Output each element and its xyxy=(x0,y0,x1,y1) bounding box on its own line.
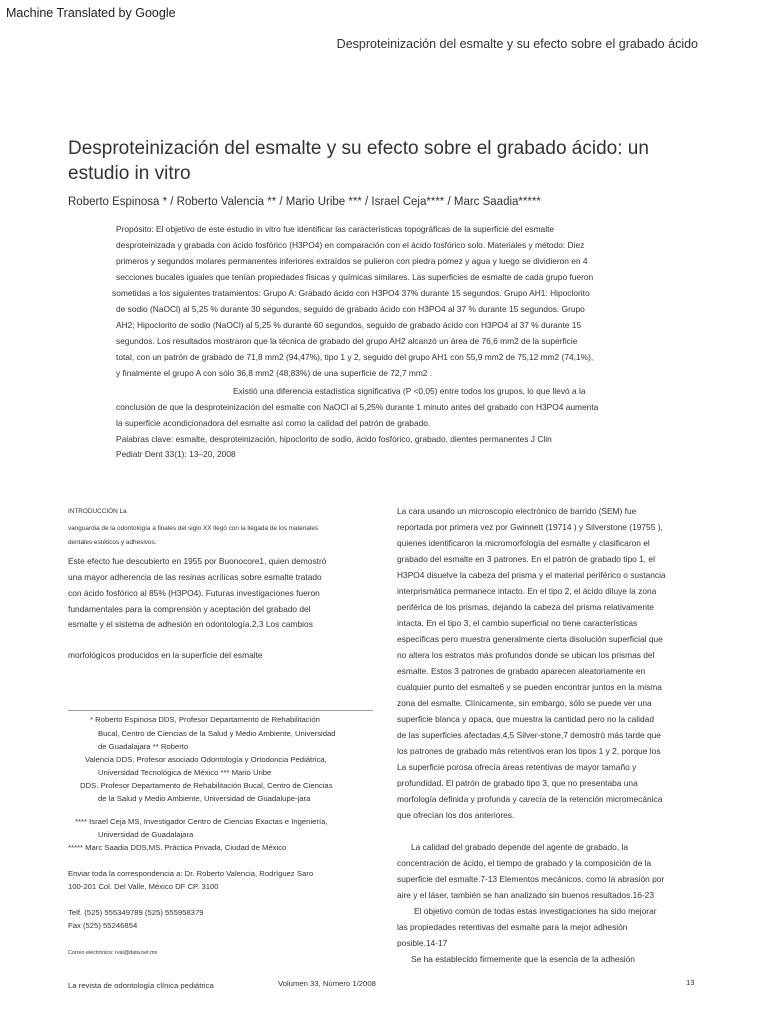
email-line: Correo electrónico: rval@data.net.mx xyxy=(68,950,158,956)
footnote-line: Universidad de Guadalajara xyxy=(98,830,194,839)
body-line: grabado del esmalte en 3 patrones. En el patrón de grabado tipo 1, el xyxy=(397,554,655,564)
body-line: superficie del esmalte.7-13 Elementos mecánicos, como la abrasión por xyxy=(397,874,665,884)
body-line: los patrones de grabado más retentivos eran los tipos 1 y 2, porque los xyxy=(397,746,661,756)
abstract-line: conclusión de que la desproteinización del esmalte con NaOCl al 5,25% durante 1 minuto antes del grabado con H3PO4 aumenta xyxy=(116,402,599,412)
footnote-line: Bucal, Centro de Ciencias de la Salud y Medio Ambiente, Universidad xyxy=(98,729,336,738)
body-line: cualquier punto del esmalte6 y se pueden encontrar juntos en la misma xyxy=(397,682,662,692)
abstract-line: Existió una diferencia estadística significativa (P <0,05) entre todos los grupos, lo que llevó a la xyxy=(233,386,586,396)
footnote-divider xyxy=(68,710,373,711)
fax-line: Fax (525) 55246854 xyxy=(68,921,138,930)
footnote-line: Valencia DDS. Profesor asociado Odontología y Ortodoncia Pediátrica, xyxy=(85,755,327,764)
body-line: La superficie porosa ofrecía áreas retentivas de mayor tamaño y xyxy=(397,762,637,772)
phone-line: Telf. (525) 555349789 (525) 555958379 xyxy=(68,908,204,917)
body-line: no altera los estratos más profundos donde se ubican los prismas del xyxy=(397,650,655,660)
body-line: las propiedades retentivas del esmalte para la mejor adhesión xyxy=(397,922,628,932)
body-line: concentración de ácido, el tiempo de grabado y la composición de la xyxy=(397,858,652,868)
body-line: morfología definida y profunda y carecía de la retención micromecánica xyxy=(397,794,663,804)
body-line: reportada por primera vez por Gwinnett (19714 ) y Silverstone (19755 ), xyxy=(397,522,663,532)
intro-small-line: vanguardia de la odontología a finales del siglo XX llegó con la llegada de los materiales xyxy=(68,525,319,532)
body-line: La calidad del grabado depende del agente de grabado, la xyxy=(411,842,629,852)
citation-line: Pediatr Dent 33(1): 13–20, 2008 xyxy=(116,449,236,459)
abstract-line: y finalmente el grupo A con sólo 36,8 mm2 (48,83%) de una superficie de 72,7 mm2 . xyxy=(116,368,433,378)
abstract-line: desproteinizada y grabada con ácido fosfórico (H3PO4) en comparación con el ácido fosfórico solo. Materiales y método: Diez xyxy=(116,240,585,250)
abstract-line: primeros y segundos molares permanentes inferiores extraídos se pulieron con piedra pómez y agua y luego se dividieron en 4 xyxy=(116,256,588,266)
footnote-line: ***** Marc Saadia DDS,MS. Práctica Privada, Ciudad de México xyxy=(68,843,287,852)
body-line: zona del esmalte. Clínicamente, sin embargo, sólo se puede ver una xyxy=(397,698,652,708)
body-line: H3PO4 disuelve la cabeza del prisma y el material periférico o sustancia xyxy=(397,570,666,580)
intro-heading: INTRODUCCIÓN La xyxy=(68,508,127,515)
body-line: intacta. En el tipo 3, el cambio superficial no tiene características xyxy=(397,618,638,628)
article-title: Desproteinización del esmalte y su efecto sobre el grabado ácido: un estudio in vitro xyxy=(68,138,649,184)
body-line: Este efecto fue descubierto en 1955 por Buonocore1, quien demostró xyxy=(68,556,327,566)
running-head: Desproteinización del esmalte y su efecto sobre el grabado ácido xyxy=(336,37,698,51)
machine-translated-label: Machine Translated by Google xyxy=(6,6,176,20)
body-line: superficie blanca y opaca, que muestra la cantidad pero no la calidad xyxy=(397,714,654,724)
body-line: de las superficies afectadas.4,5 Silver-stone,7 demostró más tarde que xyxy=(397,730,661,740)
body-line: periférica de los prismas, dejando la cabeza del prisma relativamente xyxy=(397,602,654,612)
footnote-line: de la Salud y Medio Ambiente, Universidad de Guadalupe-jara xyxy=(98,794,311,803)
footnote-line: Universidad Tecnológica de México *** Mario Uribe xyxy=(98,768,272,777)
page-number: 13 xyxy=(686,978,695,987)
body-line: interprismática permanece intacto. En el tipo 2, el ácido diluye la zona xyxy=(397,586,657,596)
author-list: Roberto Espinosa * / Roberto Valencia ** / Mario Uribe *** / Israel Ceja**** / Marc Saadia***** xyxy=(68,196,541,208)
body-line: fundamentales para la comprensión y aceptación del grabado del xyxy=(68,604,311,614)
body-line: profundidad. El patrón de grabado tipo 3, que no presentaba una xyxy=(397,778,638,788)
body-line: aire y el láser, también se han analizado sin buenos resultados.16-23 xyxy=(397,890,654,900)
body-line: específicas pero muestra generalmente cierta disolución superficial que xyxy=(397,634,663,644)
footer-volume: Volumen 33, Número 1/2008 xyxy=(278,979,376,988)
keywords-line: Palabras clave: esmalte, desproteinización, hipoclorito de sodio, ácido fosfórico, grabado, dientes permanentes J Clin xyxy=(116,434,552,444)
intro-small-line: dentales estéticos y adhesivos. xyxy=(68,539,157,546)
footnote-line: **** Israel Ceja MS, Investigador Centro de Ciencias Exactas e Ingeniería, xyxy=(75,817,328,826)
body-line: esmalte y el sistema de adhesión en odontología.2,3 Los cambios xyxy=(68,619,313,629)
footnote-line: DDS. Profesor Departamento de Rehabilitación Bucal, Centro de Ciencias xyxy=(80,781,333,790)
body-line: La cara usando un microscopio electrónico de barrido (SEM) fue xyxy=(397,506,637,516)
abstract-line: AH2; Hipoclorito de sodio (NaOCl) al 5,25 % durante 60 segundos, seguido de grabado ácido con H3PO4 al 37 % durante 15 xyxy=(116,320,582,330)
abstract-line: segundos. Los resultados mostraron que la técnica de grabado del grupo AH2 alcanzó un área de 76,6 mm2 de la superficie xyxy=(116,336,578,346)
body-line: con ácido fosfórico al 85% (H3PO4). Futuras investigaciones fueron xyxy=(68,588,320,598)
abstract-line: Propósito: El objetivo de este estudio in vitro fue identificar las características topográficas de la superficie del esmalte xyxy=(116,224,555,234)
body-line: esmalte. Estos 3 patrones de grabado aparecen aleatoriamente en xyxy=(397,666,646,676)
footer-journal-name: La revista de odontología clínica pediátrica xyxy=(68,981,214,990)
footnote-line: * Roberto Espinosa DDS, Profesor Departamento de Rehabilitación xyxy=(90,715,320,724)
abstract-line: sometidas a los siguientes tratamientos: Grupo A: Grabado ácido con H3PO4 37% durante 15 segundos. Grupo AH1: Hipoclorito xyxy=(112,288,590,298)
abstract-line: secciones bucales iguales que tenían propiedades físicas y químicas similares. Las superficies de esmalte de cada grupo fueron xyxy=(116,272,594,282)
abstract-line: de sodio (NaOCl) al 5,25 % durante 30 segundos, seguido de grabado ácido con H3PO4 al 37 % durante 15 segundos. Grupo xyxy=(116,304,585,314)
abstract-line: la superficie acondicionadora del esmalte así como la calidad del patrón de grabado. xyxy=(116,418,431,428)
footnote-line: de Guadalajara ** Roberto xyxy=(98,742,189,751)
body-line: que ofrecían los dos anteriores. xyxy=(397,810,515,820)
correspondence-line: 100-201 Col. Del Valle, México DF CP. 3100 xyxy=(68,882,219,891)
body-line: quienes identificaron la micromorfología del esmalte y clasificaron el xyxy=(397,538,650,548)
body-line: morfológicos producidos en la superficie del esmalte xyxy=(68,650,263,660)
body-line: Se ha establecido firmemente que la esencia de la adhesión xyxy=(411,954,635,964)
correspondence-line: Enviar toda la correspondencia a: Dr. Roberto Valencia, Rodríguez Saro xyxy=(68,869,314,878)
body-line: una mayor adherencia de las resinas acrílicas sobre esmalte tratado xyxy=(68,572,322,582)
body-line: posible.14-17 xyxy=(397,938,448,948)
abstract-line: total, con un patrón de grabado de 71,8 mm2 (94,47%), tipo 1 y 2, seguido del grupo AH1 con 55,9 mm2 de 75,12 mm2 (74,1%), xyxy=(116,352,594,362)
body-line: El objetivo común de todas estas investigaciones ha sido mejorar xyxy=(414,906,657,916)
